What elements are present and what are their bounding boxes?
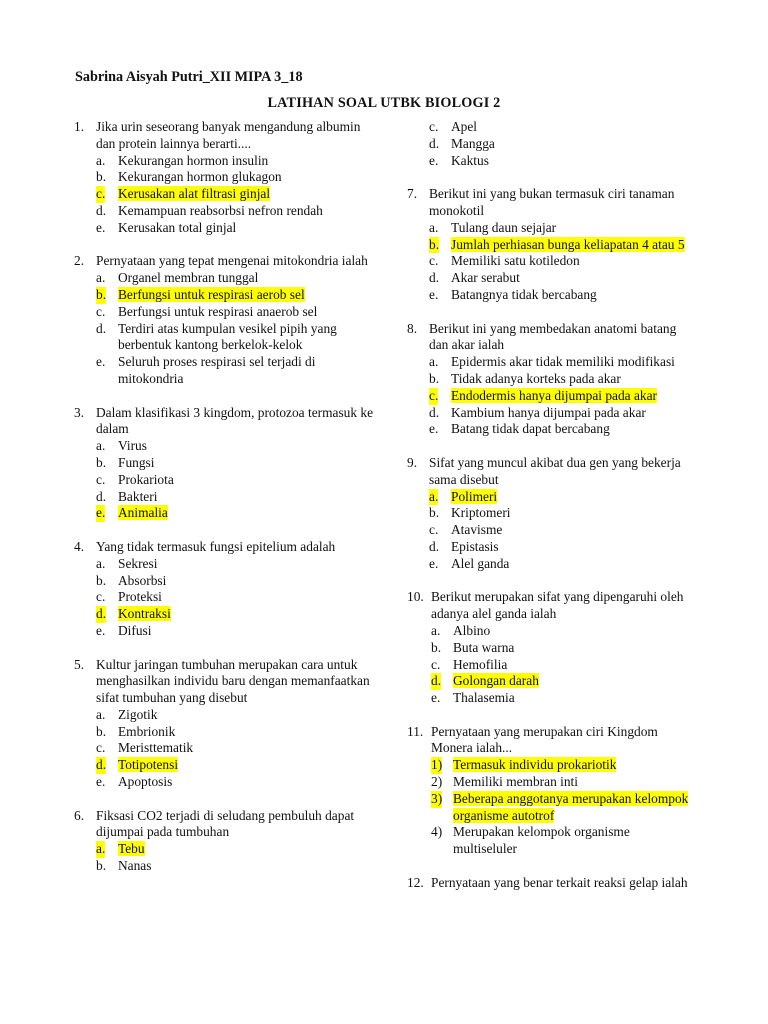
option-e-answer [96, 505, 374, 522]
question-text: Berikut ini yang bukan termasuk ciri tanaman monokotil [429, 186, 675, 218]
option-text-highlighted: Beberapa anggotanya merupakan kelompok organisme autotrof [453, 790, 689, 823]
option-letter: e. [96, 219, 106, 235]
question-number: 12. [407, 874, 424, 890]
question-text: Pernyataan yang benar terkait reaksi gelap ialah [431, 874, 688, 890]
question-text: Pernyataan yang merupakan ciri Kingdom Monera ialah... [431, 723, 658, 756]
option-text: Memiliki satu kotiledon [451, 253, 580, 269]
option-letter: c. [96, 186, 106, 202]
option-letter: a. [96, 438, 106, 454]
option-letter: a. [96, 841, 106, 857]
option-letter: d. [429, 270, 440, 286]
option-b [96, 858, 374, 875]
option-c [431, 657, 697, 674]
option-text-highlighted: Berfungsi untuk respirasi aerob sel [118, 286, 305, 302]
option-text: Kriptomeri [451, 505, 511, 521]
option-text: Proteksi [118, 589, 162, 605]
option-letter: e. [429, 421, 439, 437]
option-a [429, 354, 697, 371]
option-d-answer [96, 757, 374, 774]
option-text-highlighted: Termasuk individu prokariotik [453, 757, 617, 773]
option-text: Epidermis akar tidak memiliki modifikasi [451, 354, 675, 370]
option-text: Kambium hanya dijumpai pada akar [451, 404, 646, 420]
option-c [96, 304, 374, 321]
option-e [429, 287, 697, 304]
option-d-answer [431, 673, 697, 690]
question-11 [407, 724, 697, 858]
option-letter: e. [429, 286, 439, 302]
option-letter: d. [431, 673, 442, 689]
option-letter: b. [96, 286, 107, 302]
option-letter: a. [431, 622, 441, 638]
option-e [96, 220, 374, 237]
question-number: 1. [74, 119, 85, 134]
statement-2 [431, 774, 697, 791]
option-letter: a. [429, 488, 439, 504]
option-letter: d. [96, 202, 107, 218]
question-text: Jika urin seseorang banyak mengandung albumin dan protein lainnya berarti.... [96, 119, 361, 151]
option-letter: b. [96, 454, 107, 470]
option-c [96, 740, 374, 757]
option-letter: b. [429, 236, 440, 252]
option-letter: e. [431, 690, 441, 706]
option-e [96, 623, 374, 640]
option-text: Batangnya tidak bercabang [451, 286, 597, 302]
option-letter: c. [96, 471, 106, 487]
option-text: Tulang daun sejajar [451, 219, 557, 235]
option-text-highlighted: Kerusakan alat filtrasi ginjal [118, 186, 271, 202]
option-letter: e. [96, 354, 106, 370]
question-12 [407, 875, 697, 892]
page-title: LATIHAN SOAL UTBK BIOLOGI 2 [267, 95, 501, 111]
option-d [429, 405, 697, 422]
option-b [96, 169, 374, 186]
option-b [431, 640, 697, 657]
option-text: Sekresi [118, 555, 158, 571]
option-a [96, 153, 374, 170]
option-d-answer [96, 606, 374, 623]
option-e [96, 774, 374, 791]
question-text: Yang tidak termasuk fungsi epitelium adalah [96, 538, 336, 554]
option-text-highlighted: Golongan darah [453, 673, 539, 689]
option-text: Nanas [118, 858, 152, 874]
question-text: Kultur jaringan tumbuhan merupakan cara untuk menghasilkan individu baru dengan memanfaatkan sifat tumbuhan yang disebut [96, 656, 370, 706]
option-letter: d. [429, 538, 440, 554]
option-letter: d. [96, 488, 107, 504]
question-number: 9. [407, 454, 418, 470]
question-text: Fiksasi CO2 terjadi di seludang pembuluh dapat dijumpai pada tumbuhan [96, 807, 355, 840]
option-d [96, 489, 374, 506]
option-letter: e. [96, 774, 106, 790]
option-letter: c. [431, 656, 441, 672]
question-text: Pernyataan yang tepat mengenai mitokondria ialah [96, 253, 368, 269]
option-text: Kekurangan hormon insulin [118, 152, 269, 168]
option-a-answer [96, 841, 374, 858]
question-number: 7. [407, 186, 418, 202]
option-letter: c. [96, 740, 106, 756]
statement-4 [431, 824, 697, 858]
question-number: 11. [407, 723, 424, 739]
option-text: Bakteri [118, 488, 158, 504]
option-c [96, 589, 374, 606]
option-text: Kekurangan hormon glukagon [118, 169, 282, 185]
option-text-highlighted: Kontraksi [118, 606, 171, 622]
option-b [96, 724, 374, 741]
option-letter: c. [429, 387, 439, 403]
option-letter: c. [429, 119, 439, 134]
option-text: Buta warna [453, 639, 515, 655]
option-letter: c. [429, 253, 439, 269]
question-2 [74, 253, 374, 387]
statement-3-answer [431, 791, 697, 825]
question-1 [74, 119, 374, 237]
option-e [431, 690, 697, 707]
option-text: Organel membran tunggal [118, 270, 259, 286]
option-text: Alel ganda [451, 555, 510, 571]
option-c-answer [429, 388, 697, 405]
option-text: Hemofilia [453, 656, 508, 672]
option-letter: c. [96, 589, 106, 605]
option-text-highlighted: Tebu [118, 841, 145, 857]
question-number: 5. [74, 656, 85, 672]
option-b-answer [429, 237, 697, 254]
question-7 [407, 186, 697, 304]
option-a [96, 707, 374, 724]
question-number: 8. [407, 320, 418, 336]
option-text: Memiliki membran inti [453, 774, 578, 790]
question-3 [74, 405, 374, 523]
option-text-highlighted: Endodermis hanya dijumpai pada akar [451, 387, 657, 403]
option-text: Fungsi [118, 454, 155, 470]
option-text-highlighted: Jumlah perhiasan bunga keliapatan 4 atau 5 [451, 236, 685, 252]
option-letter: d. [96, 320, 107, 336]
option-letter: 3) [431, 790, 443, 806]
option-text: Atavisme [451, 522, 503, 538]
option-text: Apel [451, 119, 478, 134]
option-a [96, 556, 374, 573]
question-text: Dalam klasifikasi 3 kingdom, protozoa termasuk ke dalam [96, 404, 374, 437]
option-text: Absorbsi [118, 572, 167, 588]
option-text: Kemampuan reabsorbsi nefron rendah [118, 202, 323, 218]
option-e [429, 556, 697, 573]
statement-1-answer [431, 757, 697, 774]
question-text: Berikut ini yang membedakan anatomi batang dan akar ialah [429, 320, 677, 353]
option-text: Kaktus [451, 152, 489, 168]
option-c [429, 119, 697, 136]
option-letter: d. [429, 135, 440, 151]
question-number: 3. [74, 404, 85, 420]
option-text: Berfungsi untuk respirasi anaerob sel [118, 303, 318, 319]
option-text: Difusi [118, 622, 152, 638]
option-text: Akar serabut [451, 270, 520, 286]
question-6-continued [407, 119, 697, 169]
option-b [429, 371, 697, 388]
option-letter: d. [96, 606, 107, 622]
option-letter: b. [429, 505, 440, 521]
option-d [96, 321, 374, 355]
option-text: Tidak adanya korteks pada akar [451, 370, 621, 386]
option-letter: a. [96, 270, 106, 286]
option-b-answer [96, 287, 374, 304]
option-c-answer [96, 186, 374, 203]
option-c [96, 472, 374, 489]
option-a [96, 270, 374, 287]
option-letter: d. [96, 757, 107, 773]
question-5 [74, 657, 374, 791]
option-text: Embrionik [118, 723, 176, 739]
option-letter: b. [431, 639, 442, 655]
option-text: Thalasemia [453, 690, 515, 706]
option-letter: 1) [431, 757, 443, 773]
option-e [96, 354, 374, 388]
question-10 [407, 589, 697, 707]
option-a-answer [429, 489, 697, 506]
option-text: Seluruh proses respirasi sel terjadi di mitokondria [118, 354, 316, 386]
option-text-highlighted: Animalia [118, 505, 168, 521]
option-d [429, 539, 697, 556]
option-text: Apoptosis [118, 774, 173, 790]
option-b [96, 573, 374, 590]
option-c [429, 253, 697, 270]
option-letter: b. [96, 169, 107, 185]
option-text: Terdiri atas kumpulan vesikel pipih yang berbentuk kantong berkelok-kelok [118, 320, 337, 353]
option-text: Prokariota [118, 471, 174, 487]
option-text: Batang tidak dapat bercabang [451, 421, 610, 437]
option-text: Zigotik [118, 706, 158, 722]
option-text: Virus [118, 438, 147, 454]
option-a [96, 438, 374, 455]
option-letter: e. [429, 152, 439, 168]
option-letter: b. [96, 858, 107, 874]
option-letter: b. [96, 723, 107, 739]
option-b [96, 455, 374, 472]
option-d [429, 136, 697, 153]
option-d [96, 203, 374, 220]
question-text: Sifat yang muncul akibat dua gen yang bekerja sama disebut [429, 454, 681, 487]
option-letter: a. [96, 555, 106, 571]
option-text: Mangga [451, 135, 495, 151]
option-text: Merupakan kelompok organisme multiseluler [453, 824, 630, 857]
student-name: Sabrina Aisyah Putri_XII MIPA 3_18 [75, 69, 303, 85]
option-text: Meristtematik [118, 740, 194, 756]
option-letter: b. [96, 572, 107, 588]
question-8 [407, 321, 697, 439]
option-letter: 4) [431, 824, 443, 840]
option-c [429, 522, 697, 539]
option-letter: c. [429, 522, 439, 538]
question-text: Berikut merupakan sifat yang dipengaruhi oleh adanya alel ganda ialah [431, 589, 684, 622]
option-letter: c. [96, 303, 106, 319]
option-text-highlighted: Polimeri [451, 488, 498, 504]
question-number: 6. [74, 807, 85, 823]
question-number: 10. [407, 589, 424, 605]
option-letter: d. [429, 404, 440, 420]
question-number: 2. [74, 253, 85, 269]
option-letter: e. [96, 505, 106, 521]
question-number: 4. [74, 538, 85, 554]
option-letter: a. [96, 706, 106, 722]
option-letter: b. [429, 370, 440, 386]
option-b [429, 505, 697, 522]
option-text-highlighted: Totipotensi [118, 757, 179, 773]
option-text: Epistasis [451, 538, 499, 554]
question-9 [407, 455, 697, 573]
option-d [429, 270, 697, 287]
option-e [429, 153, 697, 170]
option-e [429, 421, 697, 438]
option-letter: e. [96, 622, 106, 638]
left-column [74, 119, 374, 892]
option-letter: e. [429, 555, 439, 571]
question-4 [74, 539, 374, 640]
option-text: Albino [453, 622, 491, 638]
option-letter: a. [96, 152, 106, 168]
option-letter: 2) [431, 774, 443, 790]
option-letter: a. [429, 354, 439, 370]
option-text: Kerusakan total ginjal [118, 219, 237, 235]
question-6 [74, 808, 374, 875]
option-letter: a. [429, 219, 439, 235]
option-a [429, 220, 697, 237]
right-column [407, 119, 697, 908]
option-a [431, 623, 697, 640]
